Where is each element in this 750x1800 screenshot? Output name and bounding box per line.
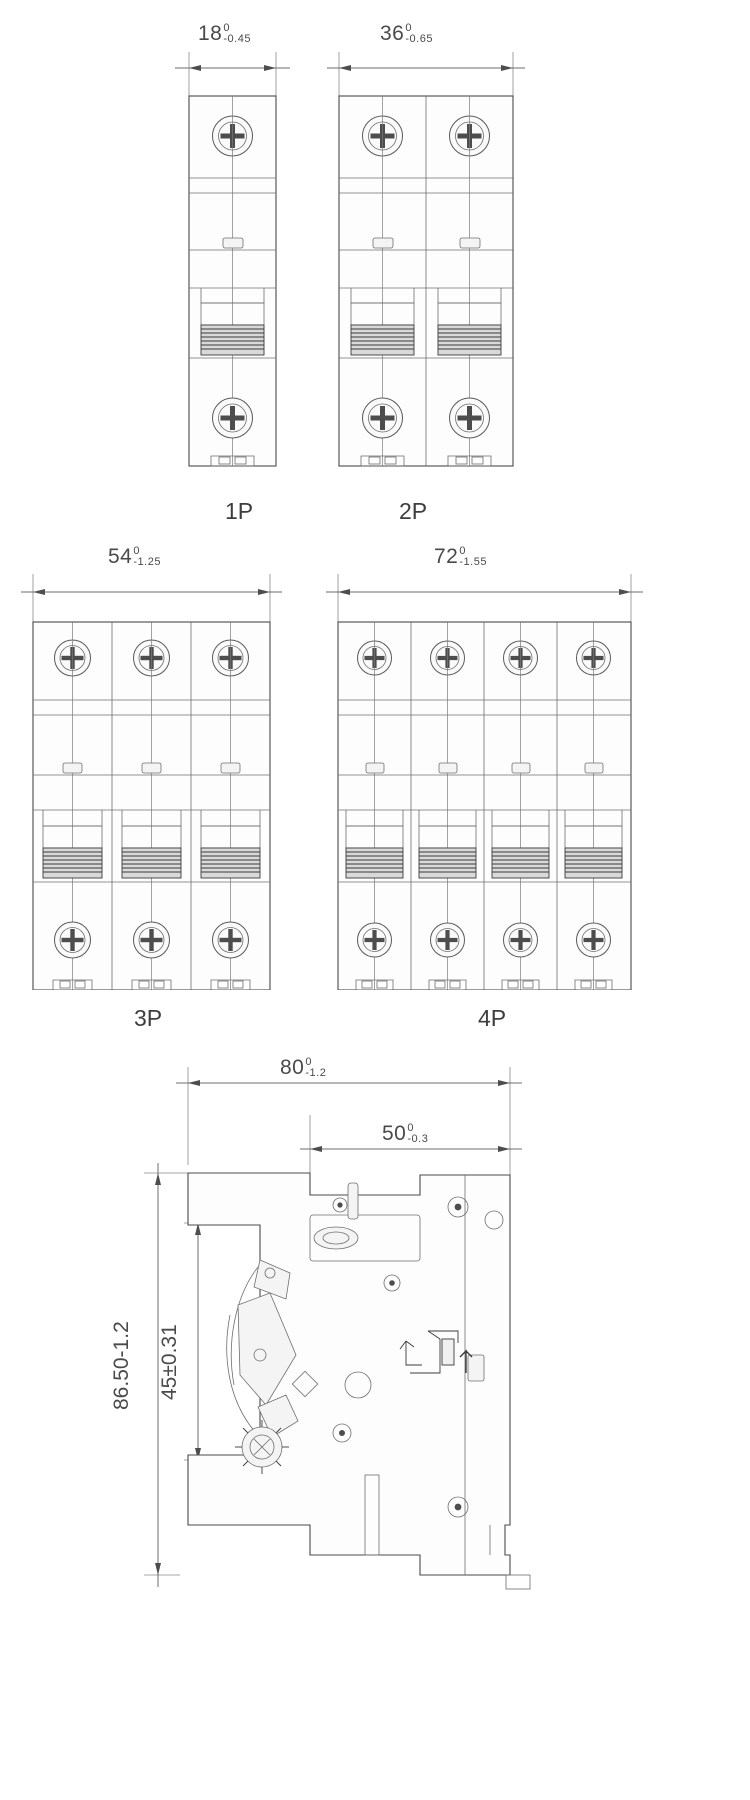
breaker-body-1p xyxy=(189,96,276,466)
breaker-front-2p xyxy=(325,48,545,468)
dim-height-865: 86.50-1.2 xyxy=(110,1321,133,1410)
breaker-front-4p xyxy=(320,570,660,990)
dim-depth-50: 50 0 -0.3 xyxy=(382,1121,429,1146)
label-2p: 2P xyxy=(399,498,428,524)
dimension-line-865 xyxy=(144,1163,190,1587)
arc-chute-1p xyxy=(201,325,264,355)
dim-width-2p: 36 0 -0.65 xyxy=(380,21,433,46)
label-3p: 3P xyxy=(134,1005,163,1031)
breaker-side-view xyxy=(110,1055,580,1615)
dim-depth-80: 80 0 -1.2 xyxy=(280,1055,327,1080)
breaker-front-1p xyxy=(175,48,315,468)
breaker-body-4p xyxy=(338,622,631,990)
dim-width-3p: 54 0 -1.25 xyxy=(108,544,161,569)
dimension-line-2p xyxy=(327,52,525,96)
label-1p: 1P xyxy=(225,498,254,524)
dim-width-1p: 18 0 -0.45 xyxy=(198,21,251,46)
breaker-body-2p xyxy=(339,96,513,466)
dim-width-4p: 72 0 -1.55 xyxy=(434,544,487,569)
breaker-side-body xyxy=(188,1173,530,1589)
dim-height-45: 45±0.31 xyxy=(158,1324,181,1400)
dimension-line-4p xyxy=(326,574,643,622)
breaker-front-3p xyxy=(15,570,305,990)
arc-chute-3p xyxy=(43,848,260,878)
breaker-body-3p xyxy=(33,622,270,990)
dimension-line-3p xyxy=(21,574,282,622)
dimension-line-1p xyxy=(175,52,290,96)
label-4p: 4P xyxy=(478,1005,507,1031)
